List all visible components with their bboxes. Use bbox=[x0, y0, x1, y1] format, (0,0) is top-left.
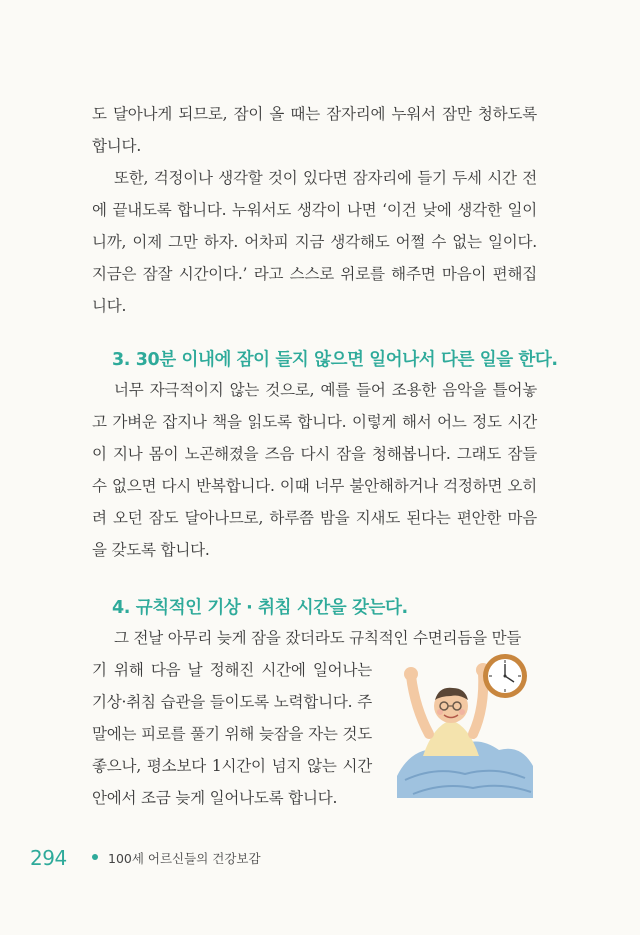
page-number: 294 bbox=[30, 846, 67, 870]
section-heading-4: 4. 규칙적인 기상 · 취침 시간을 갖는다. bbox=[112, 598, 408, 618]
section-heading-3: 3. 30분 이내에 잠이 들지 않으면 일어나서 다른 일을 한다. bbox=[112, 350, 558, 370]
paragraph-3: 너무 자극적이지 않는 것으로, 예를 들어 조용한 음악을 틀어놓고 가벼운 잡지나 책을 읽도록 합니다. 이렇게 해서 어느 정도 시간이 지나 몸이 노곤해졌을 즈음 다시 잠을 청해봅니다. 그래도 잠들 수 없으면 다시 반복합니다. 이때 너무 불안해하거나 걱정하면 오히려 오던 잠도 달아나므로, 하루쯤 밤을 지새도 된다는 편안한 마음을 갖도록 합니다. bbox=[92, 381, 537, 559]
paragraph-2: 또한, 걱정이나 생각할 것이 있다면 잠자리에 들기 두세 시간 전에 끝내도록 합니다. 누워서도 생각이 나면 ‘이건 낮에 생각한 일이니까, 이제 그만 하자. 어차피 지금 생각해도 어쩔 수 없는 일이다. 지금은 잠잘 시간이다.’ 라고 스스로 위로를 해주면 마음이 편해집니다. bbox=[92, 169, 537, 315]
paragraph-4-first-line: 그 전날 아무리 늦게 잠을 잤더라도 규칙적인 수면리듬을 만들 bbox=[114, 629, 522, 647]
waking-man-with-clock-icon bbox=[395, 648, 535, 798]
footer-bullet-icon bbox=[92, 854, 98, 860]
paragraph-1: 도 달아나게 되므로, 잠이 올 때는 잠자리에 누워서 잠만 청하도록 합니다. bbox=[92, 105, 537, 155]
running-footer-title: 100세 어르신들의 건강보감 bbox=[108, 851, 261, 866]
paragraph-4-rest: 기 위해 다음 날 정해진 시간에 일어나는 기상·취침 습관을 들이도록 노력합니다. 주말에는 피로를 풀기 위해 늦잠을 자는 것도 좋으나, 평소보다 1시간이 넘지 않는 시간 안에서 조금 늦게 일어나도록 합니다. bbox=[92, 661, 372, 807]
